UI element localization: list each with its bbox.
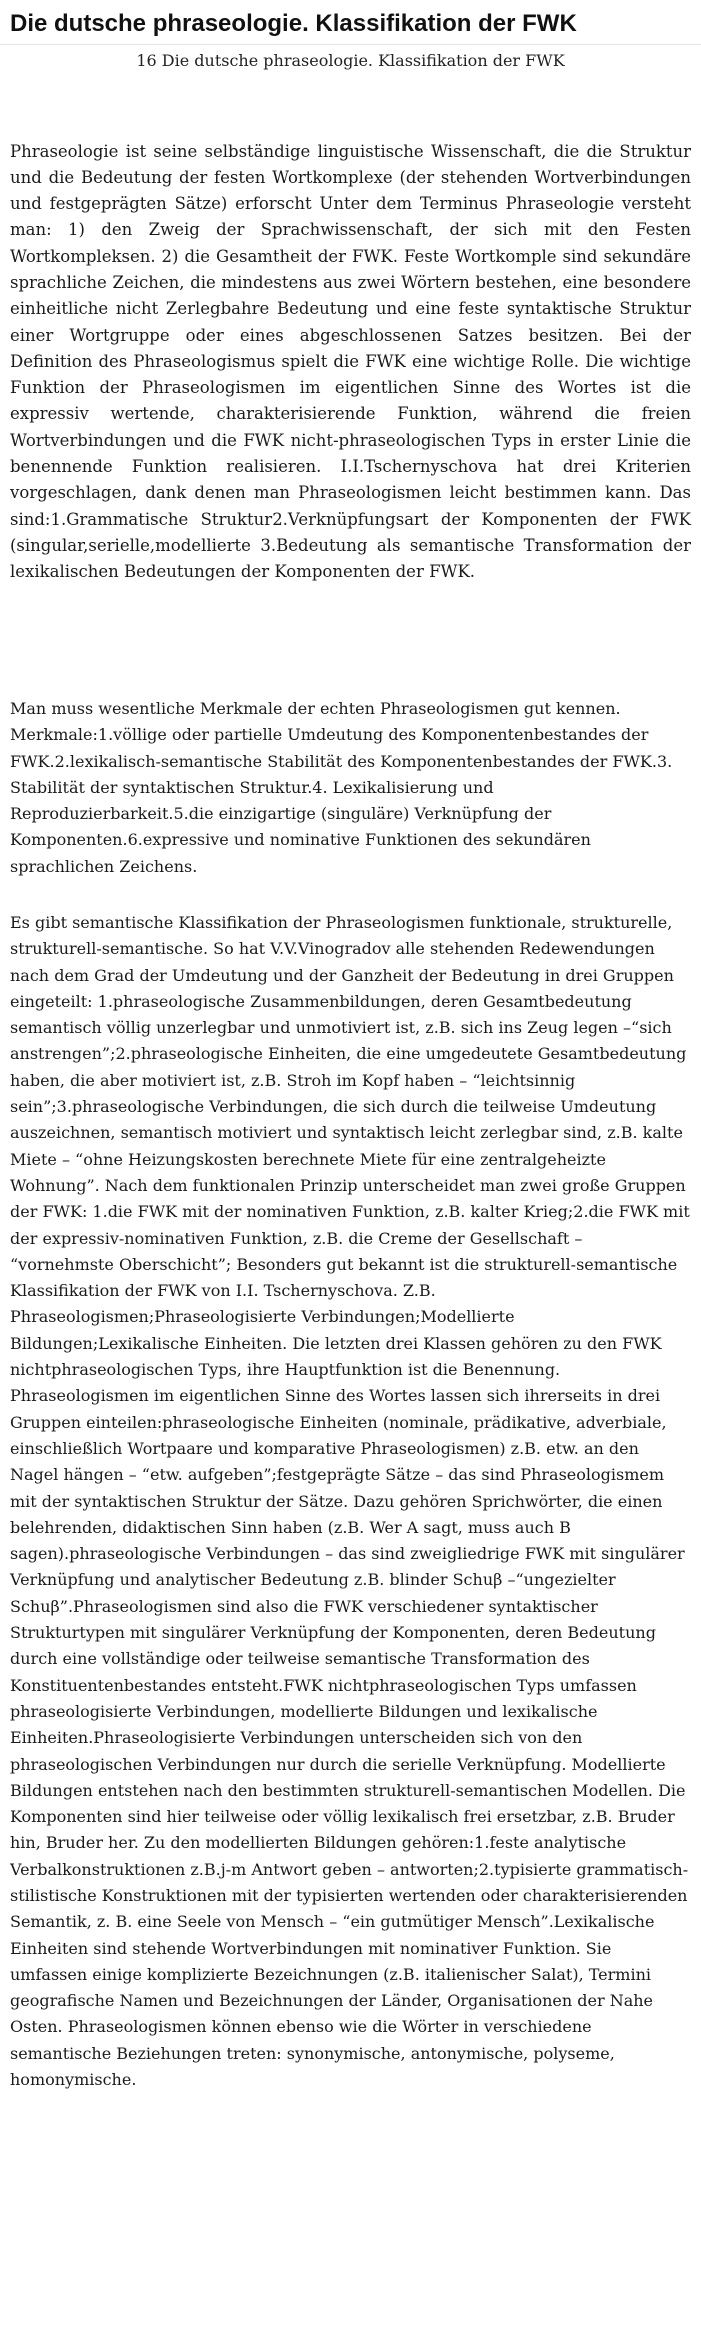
title-divider [0, 44, 701, 45]
paragraph-definition: Phraseologie ist seine selbständige linguistische Wissenschaft, die die Struktur und die Bedeutung der festen Wortkomplexe (der stehenden Wortverbindungen und festgeprägten Sätze) erforscht Unter dem Terminus Phraseologie versteht man: 1) den Zweig der Sprachwissenschaft, der sich mit den Festen Wortkompleksen. 2) die Gesamtheit der FWK. Feste Wortkomple sind sekundäre sprachliche Zeichen, die mindestens aus zwei Wörtern bestehen, eine besondere einheitliche nicht Zerlegbahre Bedeutung und eine feste syntaktische Struktur einer Wortgruppe oder eines abgeschlossenen Satzes besitzen. Bei der Definition des Phraseologismus spielt die FWK eine wichtige Rolle. Die wichtige Funktion der Phraseologismen im eigentlichen Sinne des Wortes ist die expressiv wertende, charakterisierende Funktion, während die freien Wortverbindungen und die FWK nicht-phraseologischen Typs in erster Linie die benennende Funktion realisieren. I.I.Tschernyschova hat drei Kriterien vorgeschlagen, dank denen man Phraseologismen leicht bestimmen kann. Das sind:1.Grammatische Struktur2.Verknüpfungsart der Komponenten der FWK (singular,serielle,modellierte 3.Bedeutung als semantische Transformation der lexikalischen Bedeutungen der Komponenten der FWK. [10, 141, 691, 582]
page-title: Die dutsche phraseologie. Klassifikation der FWK [10, 10, 577, 37]
paragraph-merkmale: Man muss wesentliche Merkmale der echten Phraseologismen gut kennen. Merkmale:1.völlige oder partielle Umdeutung des Komponentenbestandes der FWK.2.lexikalisch-semantische Stabilität des Komponentenbestandes der FWK.3. Stabilität der syntaktischen Struktur.4. Lexikalisierung und Reproduzierbarkeit.5.die einzigartige (singuläre) Verknüpfung der Komponenten.6.expressive und nominative Funktionen des sekundären sprachlichen Zeichens. [10, 699, 673, 876]
paragraph-klassifikation: Es gibt semantische Klassifikation der Phraseologismen funktionale, strukturelle, strukturell-semantische. So hat V.V.Vinogradov alle stehenden Redewendungen nach dem Grad der Umdeutung und der Ganzheit der Bedeutung in drei Gruppen eingeteilt: 1.phraseologische Zusammenbildungen, deren Gesamtbedeutung semantisch völlig unzerlegbar und unmotiviert ist, z.B. sich ins Zeug legen –“sich anstrengen”;2.phraseologische Einheiten, die eine umgedeutete Gesamtbedeutung haben, die aber motiviert ist, z.B. Stroh im Kopf haben – “leichtsinnig sein”;3.phraseologische Verbindungen, die sich durch die teilweise Umdeutung auszeichnen, semantisch motiviert und syntaktisch leicht zerlegbar sind, z.B. kalte Miete – “ohne Heizungskosten berechnete Miete für eine zentralgeheizte Wohnung”. Nach dem funktionalen Prinzip unterscheidet man zwei große Gruppen der FWK: 1.die FWK mit der nominativen Funktion, z.B. kalter Krieg;2.die FWK mit der expressiv-nominativen Funktion, z.B. die Creme der Gesellschaft – “vornehmste Oberschicht”; Besonders gut bekannt ist die strukturell-semantische Klassifikation der FWK von I.I. Tschernyschova. Z.B. Phraseologismen;Phraseologisierte Verbindungen;Modellierte Bildungen;Lexikalische Einheiten. Die letzten drei Klassen gehören zu den FWK nichtphraseologischen Typs, ihre Hauptfunktion ist die Benennung. Phraseologismen im eigentlichen Sinne des Wortes lassen sich ihrerseits in drei Gruppen einteilen:phraseologische Einheiten (nominale, prädikative, adverbiale, einschließlich Wortpaare und komparative Phraseologismen) z.B. etw. an den Nagel hängen – “etw. aufgeben”;festgeprägte Sätze – das sind Phraseologismem mit der syntaktischen Struktur der Sätze. Dazu gehören Sprichwörter, die einen belehrenden, didaktischen Sinn haben (z.B. Wer A sagt, muss auch B sagen).phraseologische Verbindungen – das sind zweigliedrige FWK mit singulärer Verknüpfung und analytischer Bedeutung z.B. blinder Schuβ –“ungezielter Schuβ”.Phraseologismen sind also die FWK verschiedener syntaktischer Strukturtypen mit singulärer Verknüpfung der Komponenten, deren Bedeutung durch eine vollständige oder teilweise semantische Transformation des Konstituentenbestandes entsteht.FWK nichtphraseologischen Typs umfassen phraseologisierte Verbindungen, modellierte Bildungen und lexikalische Einheiten.Phraseologisierte Verbindungen unterscheiden sich von den phraseologischen Verbindungen nur durch die serielle Verknüpfung. Modellierte Bildungen entstehen nach den bestimmten strukturell-semantischen Modellen. Die Komponenten sind hier teilweise oder völlig lexikalisch frei ersetzbar, z.B. Bruder hin, Bruder her. Zu den modellierten Bildungen gehören:1.feste analytische Verbalkonstruktionen z.B.j-m Antwort geben – antworten;2.typisierte grammatisch-stilistische Konstruktionen mit der typisierten wertenden oder charakterisierenden Semantik, z. B. eine Seele von Mensch – “ein gutmütiger Mensch”.Lexikalische Einheiten sind stehende Wortverbindungen mit nominativer Funktion. Sie umfassen einige komplizierte Bezeichnungen (z.B. italienischer Salat), Termini geografische Namen und Bezeichnungen der Länder, Organisationen der Nahe Osten. Phraseologismen können ebenso wie die Wörter in verschiedene semantische Beziehungen treten: synonymische, antonymische, polyseme, homonymische. [10, 913, 690, 2090]
page-subtitle: 16 Die dutsche phraseologie. Klassifikation der FWK [136, 51, 565, 70]
